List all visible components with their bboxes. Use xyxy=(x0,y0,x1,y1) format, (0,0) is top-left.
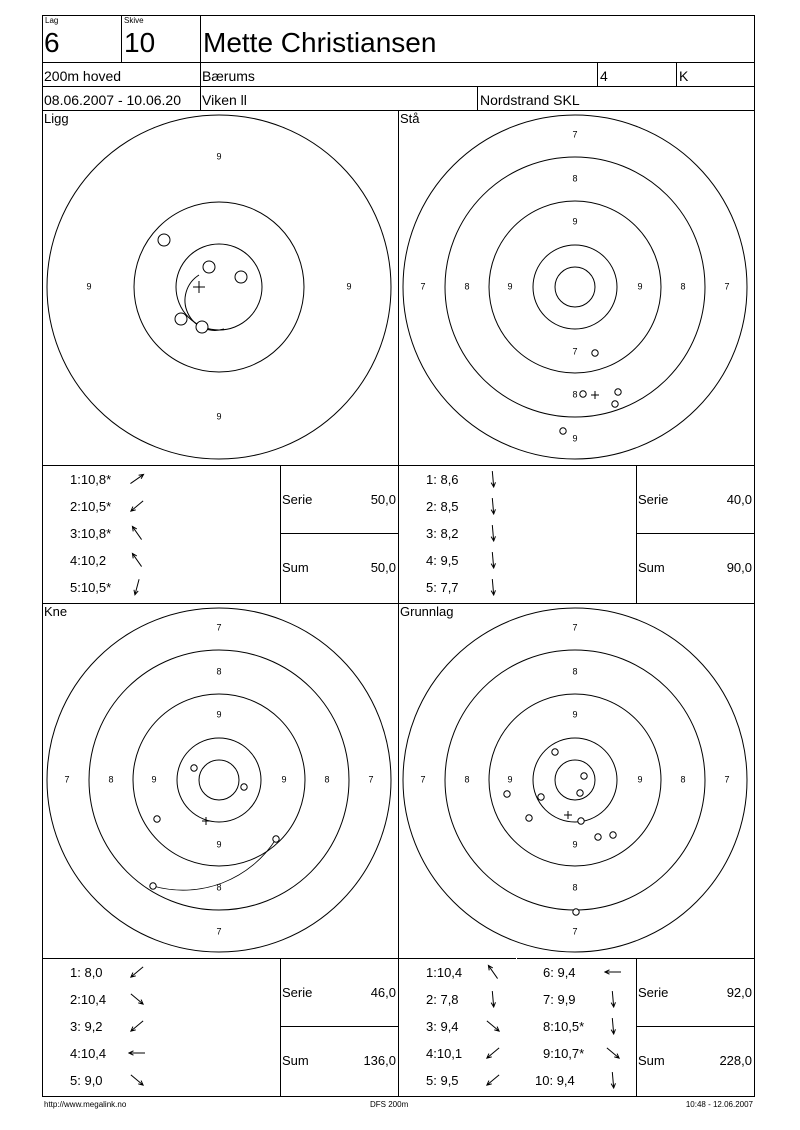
arrow-shape xyxy=(491,525,495,541)
shot-mark xyxy=(526,815,532,821)
shot-row xyxy=(426,472,459,487)
shot-number: 6: xyxy=(543,965,554,980)
panel-title-sta: Stå xyxy=(400,111,420,126)
target-ring xyxy=(445,650,705,910)
footer-timestamp: 10:48 - 12.06.2007 xyxy=(685,1100,753,1109)
shot-number: 2: xyxy=(426,992,437,1007)
location: Nordstrand SKL xyxy=(480,92,580,108)
shot-mark xyxy=(610,832,616,838)
spacer xyxy=(516,958,517,1096)
serie-value: 46,0 xyxy=(370,985,396,1000)
shooter-name: Mette Christiansen xyxy=(203,27,437,58)
direction-arrow-icon xyxy=(484,963,502,981)
direction-arrow-icon xyxy=(604,1044,622,1062)
ring-label: 8 xyxy=(216,882,222,893)
shot-value: 9,9 xyxy=(557,992,576,1007)
target-sta xyxy=(400,112,752,464)
serie-value: 40,0 xyxy=(726,492,752,507)
direction-arrow-icon xyxy=(484,524,502,542)
ring-label: 7 xyxy=(572,346,578,357)
shot-value: 10,5* xyxy=(80,499,112,514)
group-center-mark xyxy=(591,391,599,399)
shot-mark xyxy=(581,773,587,779)
shot-mark xyxy=(273,836,279,842)
direction-arrow-icon xyxy=(484,990,502,1008)
shot-mark xyxy=(560,428,566,434)
target-grunnlag xyxy=(400,605,752,957)
shot-value: 10,2 xyxy=(80,553,107,568)
shot-number: 5: xyxy=(426,1073,437,1088)
target-ring xyxy=(533,738,617,822)
ring-label: 9 xyxy=(216,411,222,422)
ring-label: 7 xyxy=(572,926,578,937)
shot-mark xyxy=(595,834,601,840)
target-ligg xyxy=(44,112,396,464)
direction-arrow-icon xyxy=(128,1044,146,1062)
direction-arrow-icon xyxy=(128,1071,146,1089)
panel-title-ligg: Ligg xyxy=(44,111,69,126)
ring-label: 7 xyxy=(216,622,222,633)
target-ring xyxy=(134,202,304,372)
shot-mark xyxy=(615,389,621,395)
shot-number: 5: xyxy=(70,1073,81,1088)
shot-value: 9,2 xyxy=(84,1019,103,1034)
divider xyxy=(477,86,478,110)
shot-value: 9,4 xyxy=(440,1019,459,1034)
direction-arrow-icon xyxy=(128,470,146,488)
arrow-shape xyxy=(131,501,143,511)
shot-row xyxy=(426,499,459,514)
arrow-shape xyxy=(491,471,495,487)
frame-left xyxy=(42,15,43,1097)
shot-number: 3: xyxy=(70,526,81,541)
arrow-shape xyxy=(607,1048,619,1058)
shot-mark xyxy=(191,765,197,771)
ring-label: 8 xyxy=(680,774,686,785)
dates: 08.06.2007 - 10.06.20 xyxy=(44,92,182,108)
shot-number: 4: xyxy=(70,553,81,568)
arrow-shape xyxy=(491,498,495,514)
arrow-shape xyxy=(491,991,495,1007)
shot-value: 7,7 xyxy=(440,580,459,595)
ring-label: 8 xyxy=(572,882,578,893)
divider xyxy=(636,465,637,603)
arrow-shape xyxy=(487,1021,499,1031)
shot-row xyxy=(70,1073,103,1088)
target-ring xyxy=(176,244,262,330)
ring-label: 9 xyxy=(637,774,643,785)
shot-row xyxy=(70,965,103,980)
shot-value: 10,5* xyxy=(553,1019,585,1034)
club: Bærums xyxy=(202,68,255,84)
shot-row xyxy=(426,1046,462,1061)
shot-value: 7,8 xyxy=(440,992,459,1007)
shot-number: 1: xyxy=(426,472,437,487)
shot-row xyxy=(70,526,111,541)
shot-value: 8,6 xyxy=(440,472,459,487)
lag-label: Lag xyxy=(45,16,59,25)
target-ring xyxy=(403,115,747,459)
shot-number: 10: xyxy=(535,1073,554,1088)
shot-value: 9,5 xyxy=(440,1073,459,1088)
ring-label: 8 xyxy=(216,666,222,677)
shot-row xyxy=(70,553,106,568)
divider xyxy=(676,62,677,86)
shot-value: 9,0 xyxy=(84,1073,103,1088)
serie-label: Serie xyxy=(638,492,669,507)
direction-arrow-icon xyxy=(604,1017,622,1035)
ring-label: 7 xyxy=(64,774,70,785)
shot-row xyxy=(70,1019,103,1034)
sum-label: Sum xyxy=(282,1053,309,1068)
shot-row xyxy=(535,1073,575,1088)
shot-row xyxy=(543,1046,584,1061)
shot-number: 5: xyxy=(70,580,81,595)
shot-mark xyxy=(203,261,215,273)
ring-label: 8 xyxy=(324,774,330,785)
ring-label: 8 xyxy=(572,666,578,677)
shot-mark xyxy=(241,784,247,790)
target-ring xyxy=(47,608,391,952)
arrow-shape xyxy=(131,967,143,977)
shot-value: 10,5* xyxy=(80,580,112,595)
target-ring xyxy=(199,760,239,800)
ring-label: 7 xyxy=(368,774,374,785)
target-kne xyxy=(44,605,396,957)
shot-value: 10,4 xyxy=(436,965,463,980)
shot-mark xyxy=(577,790,583,796)
shot-value: 8,2 xyxy=(440,526,459,541)
target-ring xyxy=(555,760,595,800)
ring-label: 9 xyxy=(572,433,578,444)
divider xyxy=(42,603,755,604)
panel-title-grunnlag: Grunnlag xyxy=(400,604,454,619)
shot-number: 2: xyxy=(70,499,81,514)
direction-arrow-icon xyxy=(128,578,146,596)
shot-mark xyxy=(150,883,156,889)
serie-label: Serie xyxy=(282,985,313,1000)
ring-label: 8 xyxy=(572,173,578,184)
lag-value: 6 xyxy=(44,27,60,58)
shot-mark xyxy=(175,313,187,325)
ring-label: 9 xyxy=(507,774,513,785)
group-center-mark xyxy=(202,817,210,825)
footer-program: DFS 200m xyxy=(370,1100,409,1109)
shot-number: 7: xyxy=(543,992,554,1007)
shot-value: 8,5 xyxy=(440,499,459,514)
footer-url[interactable]: http://www.megalink.no xyxy=(44,1100,127,1109)
shot-row xyxy=(543,965,576,980)
ring-label: 7 xyxy=(420,774,426,785)
arrow-shape xyxy=(488,965,497,978)
shot-mark xyxy=(196,321,208,333)
shot-number: 3: xyxy=(426,1019,437,1034)
direction-arrow-icon xyxy=(604,1071,622,1089)
shot-value: 10,4 xyxy=(80,992,107,1007)
direction-arrow-icon xyxy=(128,990,146,1008)
frame-bottom xyxy=(42,1096,755,1097)
ring-label: 9 xyxy=(151,774,157,785)
shot-value: 10,8* xyxy=(80,526,112,541)
divider xyxy=(597,62,598,86)
target-ring xyxy=(555,267,595,307)
shot-number: 5: xyxy=(426,580,437,595)
ring-label: 9 xyxy=(346,281,352,292)
target-ring xyxy=(89,650,349,910)
ring-label: 9 xyxy=(507,281,513,292)
ring-label: 7 xyxy=(420,281,426,292)
shot-number: 1: xyxy=(426,965,437,980)
shot-value: 10,7* xyxy=(553,1046,585,1061)
direction-arrow-icon xyxy=(484,1071,502,1089)
group-center-mark xyxy=(564,811,572,819)
ring-label: 7 xyxy=(216,926,222,937)
serie-label: Serie xyxy=(638,985,669,1000)
ring-label: 7 xyxy=(724,774,730,785)
sum-label: Sum xyxy=(282,560,309,575)
shot-number: 8: xyxy=(543,1019,554,1034)
shot-number: 3: xyxy=(426,526,437,541)
shot-number: 9: xyxy=(543,1046,554,1061)
ring-label: 8 xyxy=(572,389,578,400)
arrangor: Viken ll xyxy=(202,92,247,108)
divider xyxy=(636,1026,754,1027)
ring-label: 9 xyxy=(281,774,287,785)
arrow-shape xyxy=(132,526,141,539)
target-ring xyxy=(403,608,747,952)
shot-row xyxy=(70,499,111,514)
shot-number: 1: xyxy=(70,965,81,980)
direction-arrow-icon xyxy=(128,551,146,569)
shot-row xyxy=(426,992,459,1007)
ring-label: 9 xyxy=(86,281,92,292)
sum-label: Sum xyxy=(638,560,665,575)
arrow-shape xyxy=(487,1048,499,1058)
target-ring xyxy=(47,115,391,459)
divider xyxy=(42,958,755,959)
klasse: 4 xyxy=(600,68,608,84)
shot-mark xyxy=(154,816,160,822)
arrow-shape xyxy=(132,553,141,566)
arrow-shape xyxy=(491,552,495,568)
shot-mark xyxy=(580,391,586,397)
shot-mark xyxy=(552,749,558,755)
shot-value: 9,4 xyxy=(557,965,576,980)
divider xyxy=(121,15,122,62)
arrow-shape xyxy=(611,1018,615,1034)
ring-label: 9 xyxy=(216,151,222,162)
direction-arrow-icon xyxy=(604,990,622,1008)
shot-mark xyxy=(592,350,598,356)
direction-arrow-icon xyxy=(128,1017,146,1035)
sum-value: 90,0 xyxy=(726,560,752,575)
ring-label: 7 xyxy=(572,622,578,633)
direction-arrow-icon xyxy=(484,551,502,569)
direction-arrow-icon xyxy=(128,497,146,515)
ring-label: 9 xyxy=(572,216,578,227)
divider xyxy=(636,958,637,1096)
group-center-mark xyxy=(193,281,205,293)
divider xyxy=(42,86,755,87)
shot-value: 9,4 xyxy=(556,1073,575,1088)
panel-title-kne: Kne xyxy=(44,604,68,619)
arrow-shape xyxy=(611,991,615,1007)
shot-number: 1: xyxy=(70,472,81,487)
shot-number: 4: xyxy=(70,1046,81,1061)
shot-row xyxy=(426,553,459,568)
shot-number: 4: xyxy=(426,553,437,568)
ring-label: 9 xyxy=(572,709,578,720)
k-code: K xyxy=(679,68,689,84)
skive-label: Skive xyxy=(124,16,144,25)
arrow-shape xyxy=(134,579,139,594)
shot-row xyxy=(426,965,462,980)
shot-mark xyxy=(573,909,579,915)
shot-row xyxy=(70,580,111,595)
program: 200m hoved xyxy=(44,68,122,84)
shot-value: 10,8* xyxy=(80,472,112,487)
direction-arrow-icon xyxy=(484,497,502,515)
arrow-shape xyxy=(131,994,143,1004)
direction-arrow-icon xyxy=(484,1044,502,1062)
arrow-shape xyxy=(611,1072,615,1088)
ring-label: 8 xyxy=(464,774,470,785)
sum-value: 50,0 xyxy=(370,560,396,575)
shot-number: 2: xyxy=(426,499,437,514)
ring-label: 9 xyxy=(216,839,222,850)
arrow-shape xyxy=(487,1075,499,1085)
serie-value: 92,0 xyxy=(726,985,752,1000)
ring-label: 8 xyxy=(464,281,470,292)
ring-label: 7 xyxy=(724,281,730,292)
shot-value: 10,1 xyxy=(436,1046,463,1061)
shot-row xyxy=(70,992,106,1007)
shot-number: 4: xyxy=(426,1046,437,1061)
divider xyxy=(280,958,281,1096)
arrow-shape xyxy=(491,579,495,595)
direction-arrow-icon xyxy=(604,963,622,981)
shot-row xyxy=(70,1046,106,1061)
target-ring xyxy=(533,245,617,329)
divider xyxy=(636,533,754,534)
divider xyxy=(280,465,281,603)
divider xyxy=(42,465,755,466)
ring-label: 8 xyxy=(680,281,686,292)
ring-label: 7 xyxy=(572,129,578,140)
shot-number: 3: xyxy=(70,1019,81,1034)
arrow-shape xyxy=(131,1021,143,1031)
ring-label: 9 xyxy=(572,839,578,850)
shot-value: 8,0 xyxy=(84,965,103,980)
shot-mark xyxy=(538,794,544,800)
shot-row xyxy=(426,1073,459,1088)
shot-mark xyxy=(612,401,618,407)
target-ring xyxy=(445,157,705,417)
sum-label: Sum xyxy=(638,1053,665,1068)
frame-top xyxy=(42,15,754,16)
shot-row xyxy=(543,992,576,1007)
ring-label: 9 xyxy=(637,281,643,292)
shot-mark xyxy=(578,818,584,824)
direction-arrow-icon xyxy=(484,578,502,596)
shot-row xyxy=(426,526,459,541)
sum-value: 228,0 xyxy=(719,1053,752,1068)
divider xyxy=(280,1026,398,1027)
shot-trace xyxy=(153,839,276,893)
direction-arrow-icon xyxy=(484,470,502,488)
serie-label: Serie xyxy=(282,492,313,507)
shot-value: 9,5 xyxy=(440,553,459,568)
shot-row xyxy=(543,1019,584,1034)
divider xyxy=(280,533,398,534)
skive-value: 10 xyxy=(124,27,156,58)
arrow-shape xyxy=(129,1051,145,1055)
arrow-shape xyxy=(131,1075,143,1085)
shot-row xyxy=(426,1019,459,1034)
sum-value: 136,0 xyxy=(363,1053,396,1068)
arrow-shape xyxy=(605,970,621,974)
arrow-shape xyxy=(130,474,143,483)
target-ring xyxy=(177,738,261,822)
direction-arrow-icon xyxy=(484,1017,502,1035)
shot-number: 2: xyxy=(70,992,81,1007)
shot-mark xyxy=(235,271,247,283)
shot-row xyxy=(70,472,111,487)
direction-arrow-icon xyxy=(128,963,146,981)
ring-label: 9 xyxy=(216,709,222,720)
frame-right xyxy=(754,15,755,1097)
shot-mark xyxy=(504,791,510,797)
divider xyxy=(42,62,755,63)
serie-value: 50,0 xyxy=(370,492,396,507)
shot-value: 10,4 xyxy=(80,1046,107,1061)
shot-mark xyxy=(158,234,170,246)
shot-row xyxy=(426,580,459,595)
direction-arrow-icon xyxy=(128,524,146,542)
ring-label: 8 xyxy=(108,774,114,785)
